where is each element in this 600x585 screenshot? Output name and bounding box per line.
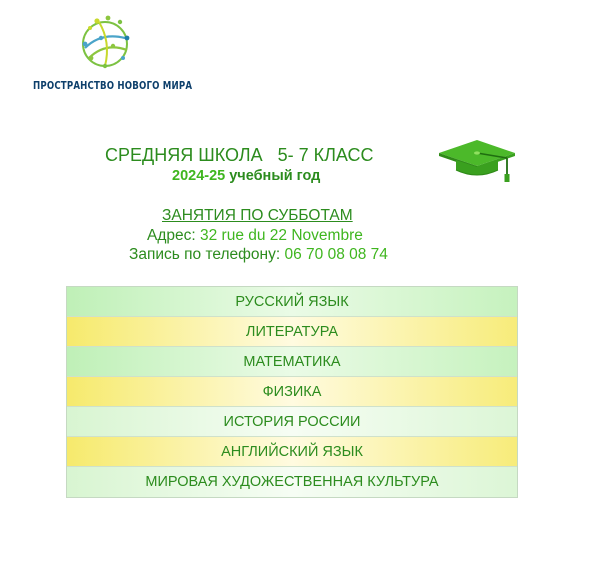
subject-row: ИСТОРИЯ РОССИИ [67,407,517,437]
graduation-cap-icon [437,136,517,186]
subject-row: ЛИТЕРАТУРА [67,317,517,347]
brand-name: ПРОСТРАНСТВО НОВОГО МИРА [33,80,193,92]
page-title: СРЕДНЯЯ ШКОЛА 5- 7 КЛАСС [105,145,374,165]
phone-line [129,246,388,264]
phone-label: Запись по телефону: [129,246,285,263]
address-label: Адрес: [147,227,200,244]
subject-row: РУССКИЙ ЯЗЫК [67,287,517,317]
phone-value: 06 70 08 08 74 [284,246,388,263]
year-suffix: учебный год [225,168,321,184]
subject-row: ФИЗИКА [67,377,517,407]
subject-row: АНГЛИЙСКИЙ ЯЗЫК [67,437,517,467]
school-year [172,168,320,184]
subjects-table [66,286,518,498]
subject-row: МИРОВАЯ ХУДОЖЕСТВЕННАЯ КУЛЬТУРА [67,467,517,497]
year-value: 2024-25 [172,168,226,184]
globe-network-logo [75,14,133,72]
schedule-heading: ЗАНЯТИЯ ПО СУББОТАМ [162,207,353,224]
address-value: 32 rue du 22 Novembre [200,227,363,244]
subject-row: МАТЕМАТИКА [67,347,517,377]
address-line [147,227,363,245]
